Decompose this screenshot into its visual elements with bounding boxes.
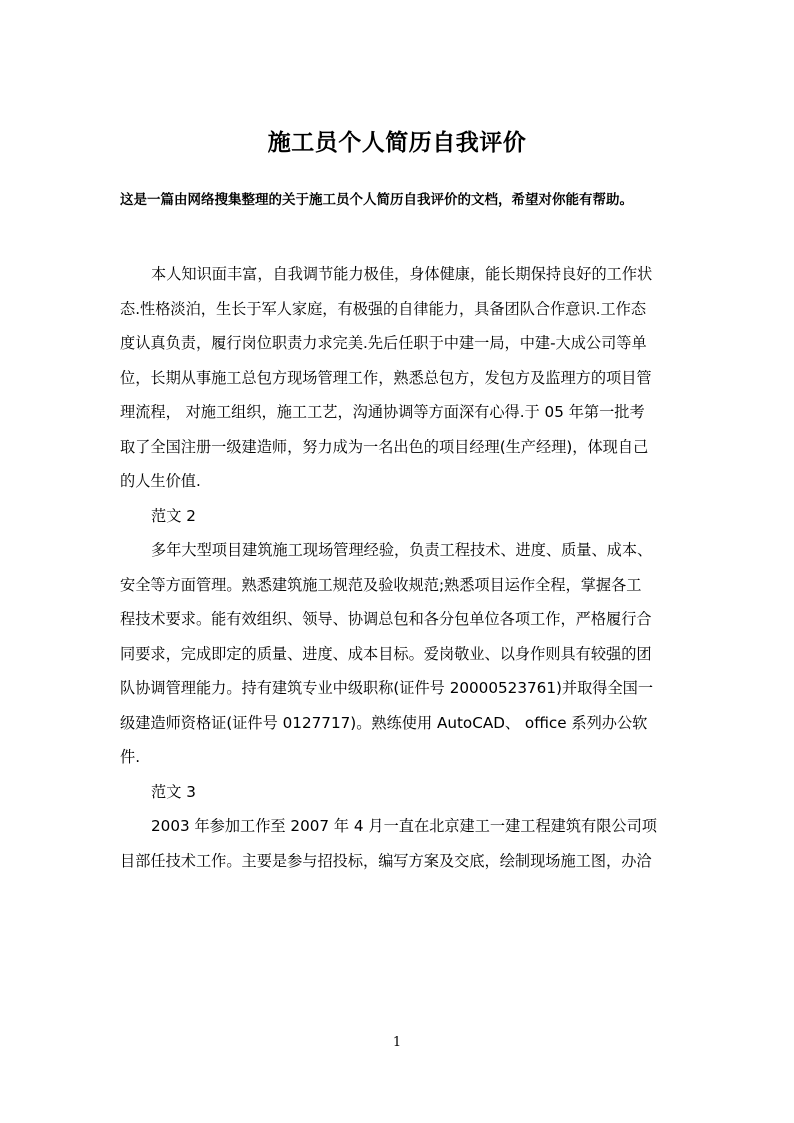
paragraph-line: 件.	[120, 748, 141, 766]
document-body	[120, 257, 690, 878]
paragraph-line: 同要求，完成即定的质量、进度、成本目标。爱岗敬业、以身作则具有较强的团	[120, 644, 652, 663]
paragraph-line: 的人生价值.	[120, 472, 201, 490]
paragraph-line: 队协调管理能力。持有建筑专业中级职称(证件号 20000523761)并取得全国一	[120, 679, 654, 697]
section-heading: 范文 2	[151, 506, 196, 525]
paragraph-line: 位，长期从事施工总包方现场管理工作，熟悉总包方，发包方及监理方的项目管	[120, 368, 652, 387]
paragraph-line: 安全等方面管理。熟悉建筑施工规范及验收规范;熟悉项目运作全程，掌握各工	[120, 575, 642, 594]
document-intro: 这是一篇由网络搜集整理的关于施工员个人简历自我评价的文档，希望对你能有帮助。	[120, 192, 633, 208]
paragraph-line: 本人知识面丰富，自我调节能力极佳，身体健康，能长期保持良好的工作状	[151, 265, 653, 283]
paragraph-line: 态.性格淡泊，生长于军人家庭，有极强的自律能力，具备团队合作意识.工作态	[120, 299, 647, 318]
paragraph-line: 目部任技术工作。主要是参与招投标，编写方案及交底，绘制现场施工图，办洽	[120, 851, 652, 870]
paragraph-line: 理流程， 对施工组织，施工工艺，沟通协调等方面深有心得.于 05 年第一批考	[120, 403, 645, 421]
paragraph-line: 取了全国注册一级建造师，努力成为一名出色的项目经理(生产经理)，体现自己	[120, 437, 649, 456]
document-title: 施工员个人简历自我评价	[267, 129, 527, 156]
page-number: 1	[392, 1035, 402, 1050]
section-heading: 范文 3	[151, 782, 196, 801]
paragraph-line: 度认真负责，履行岗位职责力求完美.先后任职于中建一局，中建-大成公司等单	[120, 334, 647, 352]
paragraph-line: 多年大型项目建筑施工现场管理经验，负责工程技术、进度、质量、成本、	[151, 541, 653, 559]
paragraph-line: 2003 年参加工作至 2007 年 4 月一直在北京建工一建工程建筑有限公司项	[151, 817, 657, 835]
paragraph-line: 级建造师资格证(证件号 0127717)。熟练使用 AutoCAD、 office 系列办公软	[120, 713, 648, 732]
paragraph-line: 程技术要求。能有效组织、领导、协调总包和各分包单位各项工作，严格履行合	[120, 610, 652, 628]
